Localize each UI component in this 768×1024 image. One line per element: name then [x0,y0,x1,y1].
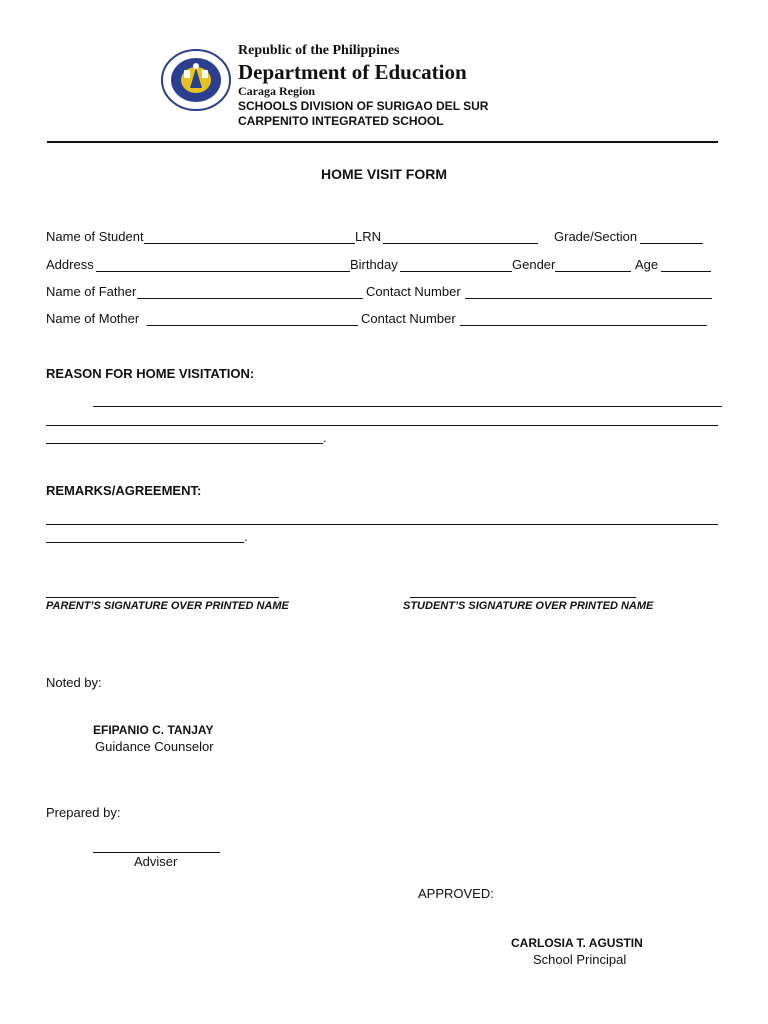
guidance-counselor-name: EFIPANIO C. TANJAY [93,723,214,737]
division-line: SCHOOLS DIVISION OF SURIGAO DEL SUR [238,99,489,113]
school-line: CARPENITO INTEGRATED SCHOOL [238,114,444,128]
name-of-student-field[interactable] [144,243,355,244]
header-divider [47,141,718,143]
prepared-by-label: Prepared by: [46,805,121,820]
contact-number-father-field[interactable] [465,298,712,299]
adviser-signature-line[interactable] [93,852,220,853]
label-address: Address [46,257,94,272]
label-contact-number-mother: Contact Number [361,311,456,326]
remarks-heading: REMARKS/AGREEMENT: [46,483,202,498]
deped-seal-icon [160,48,232,112]
address-field[interactable] [96,271,350,272]
reason-line-2[interactable] [46,425,718,426]
region-line: Caraga Region [238,84,315,98]
republic-line: Republic of the Philippines [238,43,400,58]
gender-field[interactable] [555,271,631,272]
approved-label: APPROVED: [418,886,494,901]
remarks-end-mark: . [244,529,248,544]
form-title: HOME VISIT FORM [321,166,447,182]
student-signature-line[interactable] [410,597,636,598]
guidance-counselor-title: Guidance Counselor [95,739,214,754]
label-grade-section: Grade/Section [554,229,638,244]
reason-heading: REASON FOR HOME VISITATION: [46,366,255,381]
principal-name: CARLOSIA T. AGUSTIN [511,936,643,950]
principal-title: School Principal [533,952,627,967]
age-field[interactable] [661,271,711,272]
lrn-field[interactable] [383,243,538,244]
reason-line-1[interactable] [93,406,722,407]
grade-section-field[interactable] [640,243,703,244]
label-age: Age [635,257,659,272]
label-birthday: Birthday [350,257,398,272]
reason-line-3[interactable] [46,443,323,444]
label-lrn: LRN [355,229,382,244]
student-signature-label: STUDENT’S SIGNATURE OVER PRINTED NAME [403,600,654,612]
label-name-of-student: Name of Student [46,229,144,244]
adviser-title: Adviser [134,854,178,869]
label-gender: Gender [512,257,556,272]
name-of-father-field[interactable] [137,298,363,299]
label-name-of-father: Name of Father [46,284,137,299]
label-contact-number-father: Contact Number [366,284,461,299]
label-name-of-mother: Name of Mother [46,311,140,326]
birthday-field[interactable] [400,271,512,272]
remarks-line-2[interactable] [46,542,244,543]
name-of-mother-field[interactable] [147,325,358,326]
contact-number-mother-field[interactable] [460,325,707,326]
noted-by-label: Noted by: [46,675,102,690]
remarks-line-1[interactable] [46,524,718,525]
department-title: Department of Education [238,60,467,84]
parent-signature-label: PARENT’S SIGNATURE OVER PRINTED NAME [46,600,289,612]
parent-signature-line[interactable] [46,597,279,598]
reason-end-mark: . [323,430,327,445]
